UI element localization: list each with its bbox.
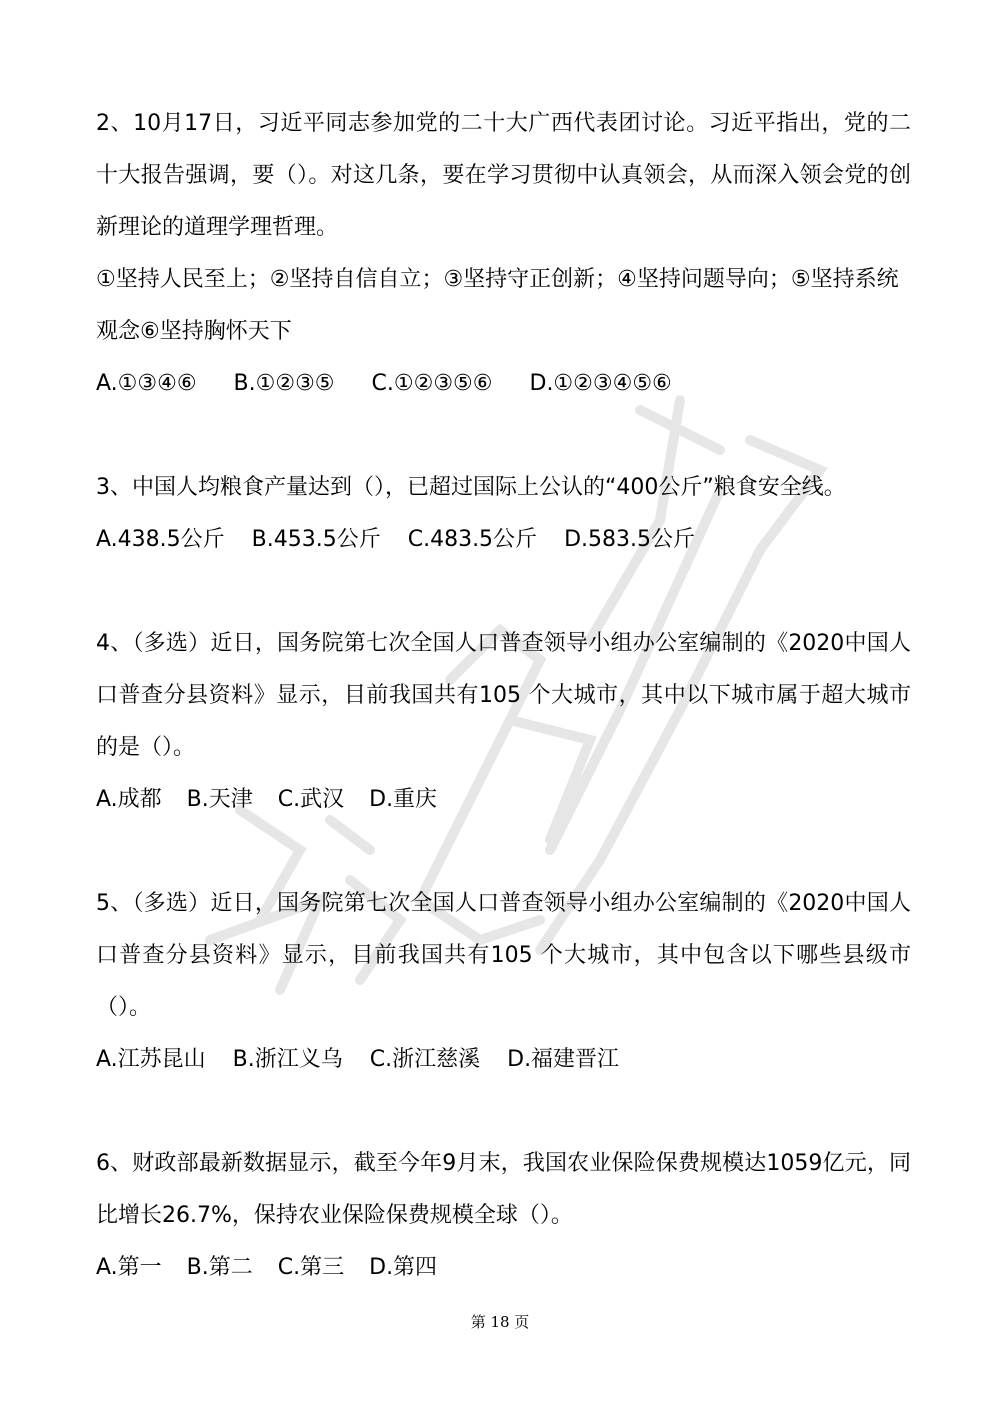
question-5: [96, 878, 911, 1086]
option-b: B.天津: [186, 787, 253, 812]
option-a: A.438.5公斤: [96, 527, 225, 552]
answer-options: [96, 1034, 911, 1086]
option-a: A.成都: [96, 787, 162, 812]
question-3: [96, 462, 911, 566]
option-d: D.第四: [369, 1255, 438, 1280]
question-4: [96, 618, 911, 826]
question-6: [96, 1138, 911, 1294]
option-a: A.第一: [96, 1255, 162, 1280]
page-number: 第 18 页: [470, 1313, 530, 1331]
answer-options: [96, 774, 911, 826]
question-choices-list: ①坚持人民至上；②坚持自信自立；③坚持守正创新；④坚持问题导向；⑤坚持系统观念⑥坚持胸怀天下: [96, 267, 899, 344]
option-b: B.浙江义乌: [232, 1047, 343, 1072]
option-d: D.①②③④⑤⑥: [529, 371, 672, 396]
option-a: A.江苏昆山: [96, 1047, 206, 1072]
question-2: [96, 98, 911, 410]
question-list: [96, 98, 911, 1294]
question-stem: 5、（多选）近日，国务院第七次全国人口普查领导小组办公室编制的《2020中国人口普查分县资料》显示，目前我国共有105 个大城市，其中包含以下哪些县级市（）。: [96, 891, 911, 1020]
answer-options: [96, 358, 911, 410]
question-stem: 3、中国人均粮食产量达到（），已超过国际上公认的“400公斤”粮食安全线。: [96, 475, 846, 500]
option-c: C.浙江慈溪: [369, 1047, 481, 1072]
option-c: C.第三: [277, 1255, 345, 1280]
option-b: B.①②③⑤: [233, 371, 335, 396]
option-a: A.①③④⑥: [96, 371, 197, 396]
answer-options: [96, 514, 911, 566]
question-stem: 4、（多选）近日，国务院第七次全国人口普查领导小组办公室编制的《2020中国人口普查分县资料》显示，目前我国共有105 个大城市，其中以下城市属于超大城市的是（）。: [96, 631, 911, 760]
option-c: C.483.5公斤: [407, 527, 538, 552]
option-b: B.453.5公斤: [251, 527, 381, 552]
option-d: D.583.5公斤: [564, 527, 695, 552]
option-c: C.①②③⑤⑥: [371, 371, 493, 396]
option-d: D.重庆: [369, 787, 438, 812]
option-d: D.福建晋江: [507, 1047, 620, 1072]
question-stem: 2、10月17日，习近平同志参加党的二十大广西代表团讨论。习近平指出，党的二十大报告强调，要（）。对这几条，要在学习贯彻中认真领会，从而深入领会党的创新理论的道理学理哲理。: [96, 111, 911, 240]
question-stem: 6、财政部最新数据显示，截至今年9月末，我国农业保险保费规模达1059亿元，同比增长26.7%，保持农业保险保费规模全球（）。: [96, 1151, 911, 1228]
answer-options: [96, 1242, 911, 1294]
option-b: B.第二: [186, 1255, 253, 1280]
option-c: C.武汉: [277, 787, 345, 812]
